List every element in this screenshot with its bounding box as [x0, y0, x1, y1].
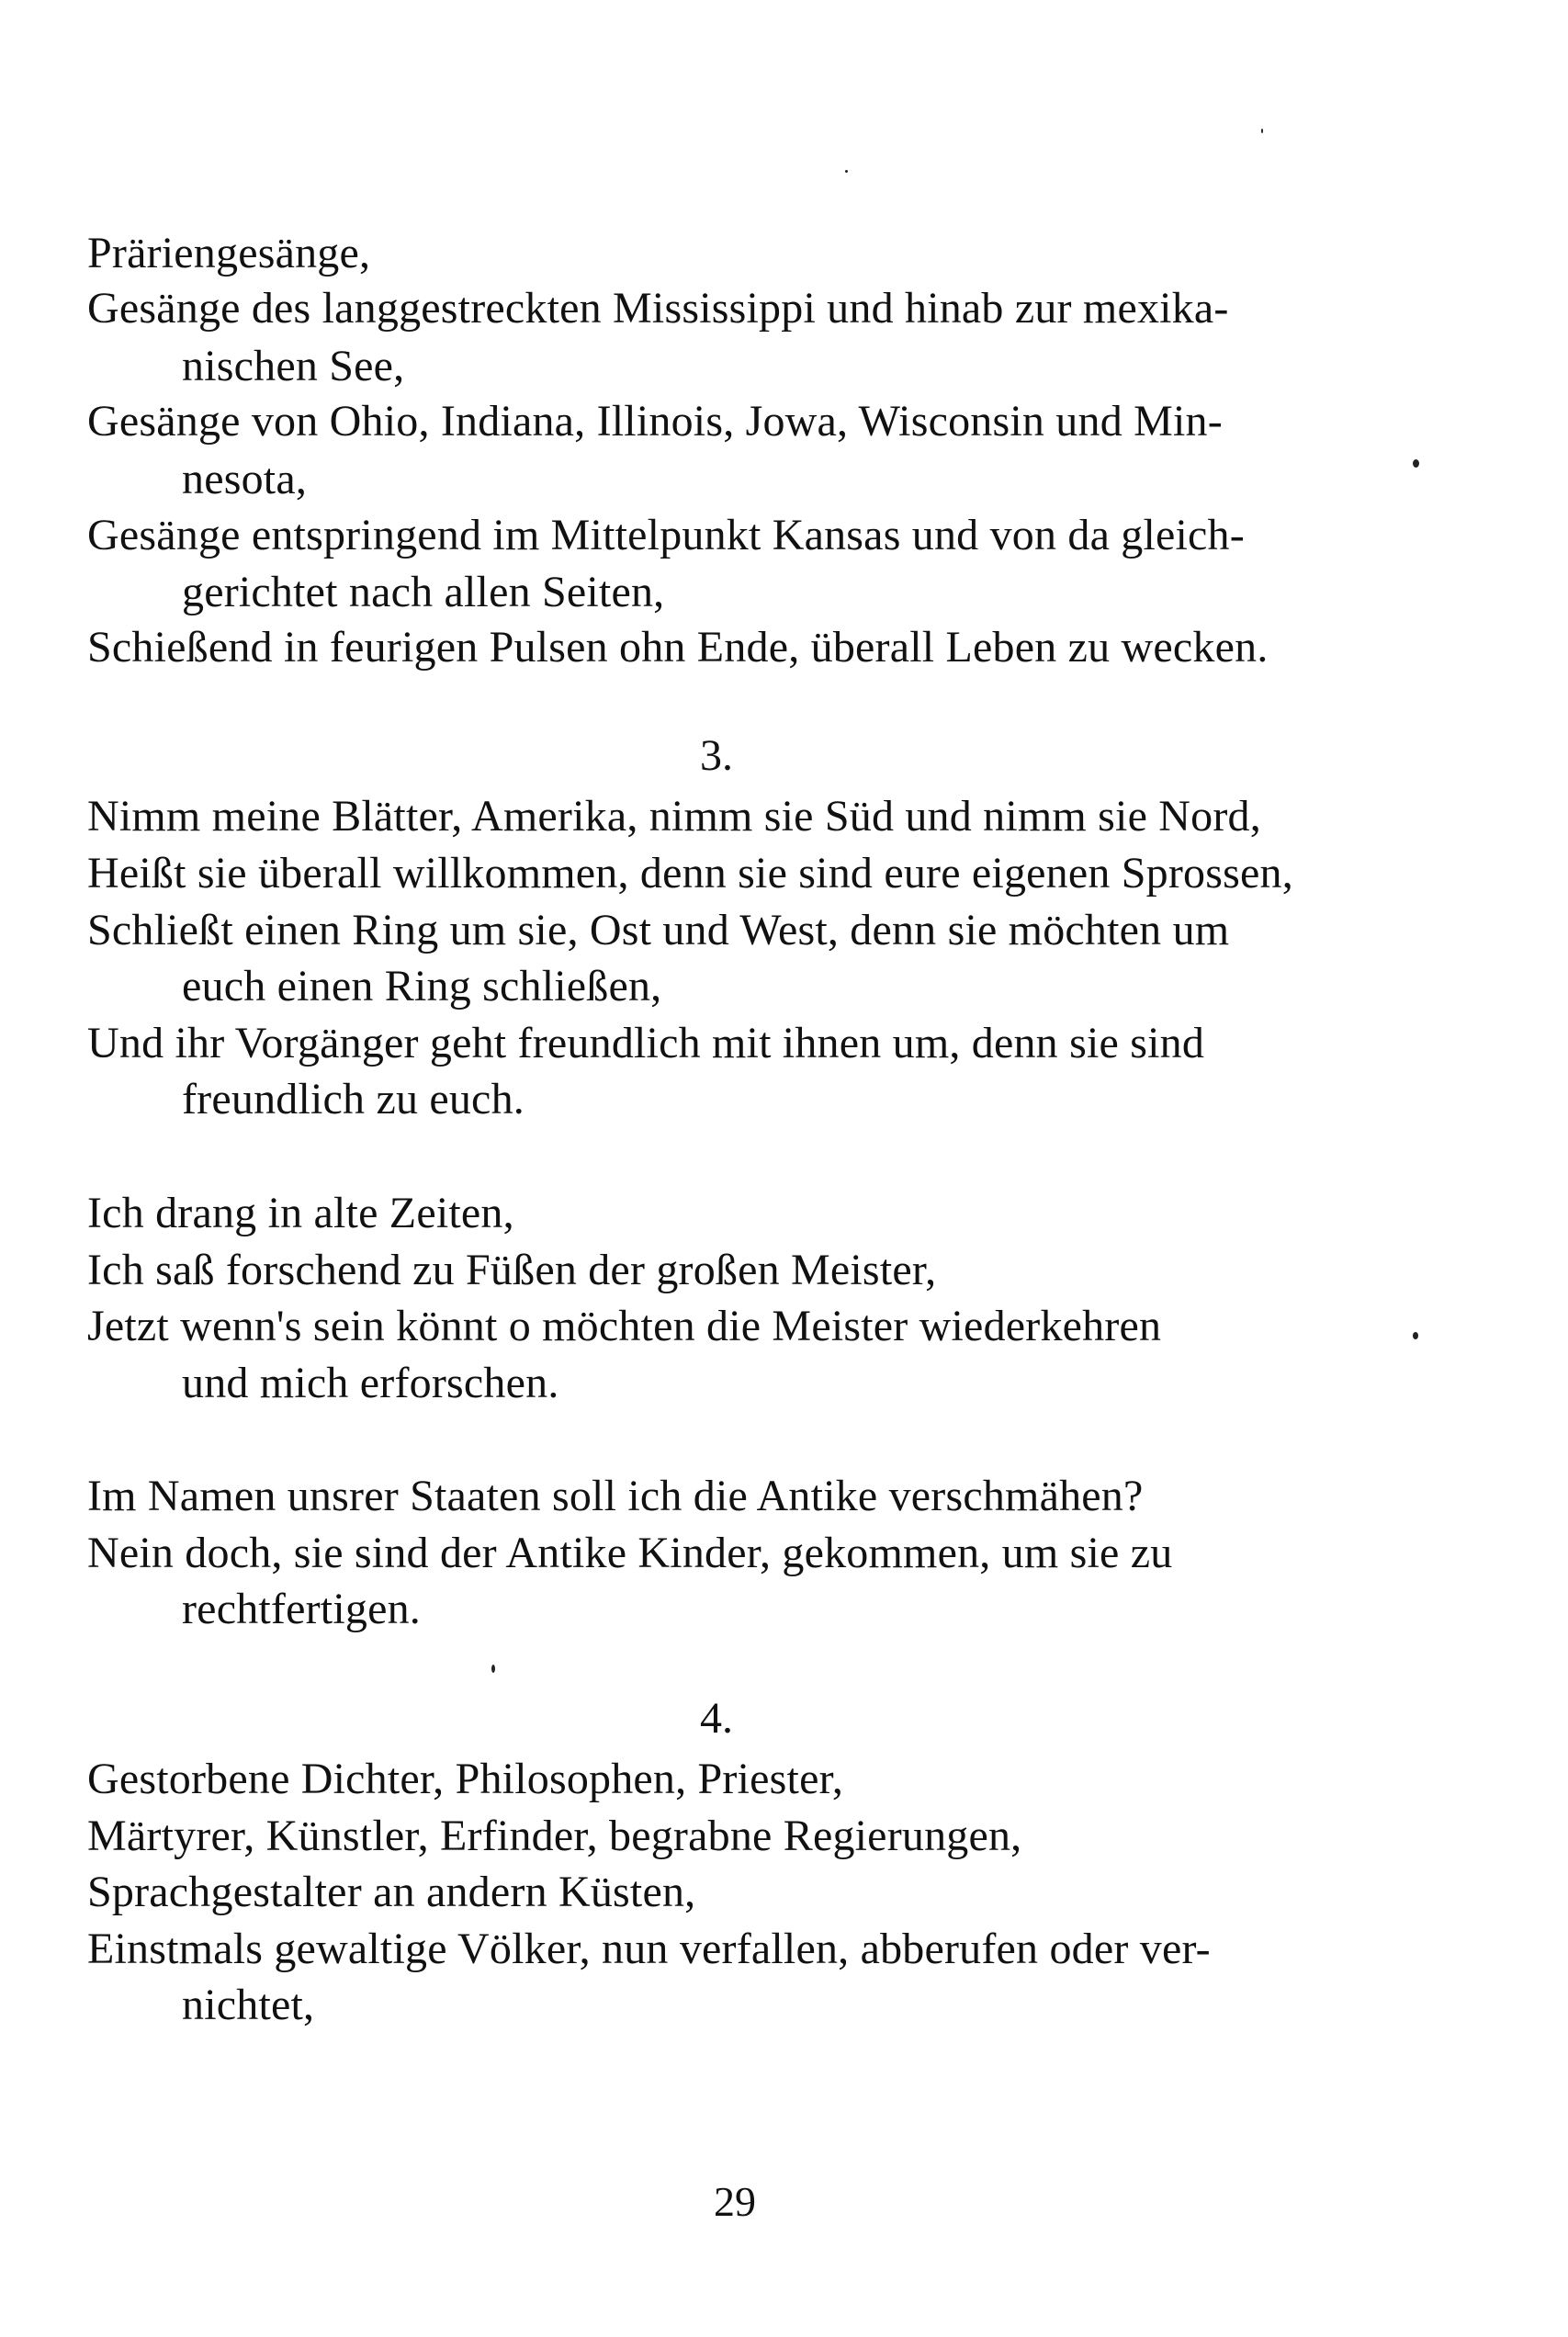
poem-line: Nimm meine Blätter, Amerika, nimm sie Süd und nimm sie Nord,	[87, 792, 1261, 841]
section-number: 4.	[700, 1694, 733, 1743]
poem-line: Gestorbene Dichter, Philosophen, Priester,	[87, 1755, 844, 1803]
poem-line: Gesänge von Ohio, Indiana, Illinois, Jowa, Wisconsin und Min-	[87, 397, 1223, 446]
section-number: 3.	[700, 731, 733, 780]
scan-speck	[1413, 459, 1419, 468]
poem-line: Nein doch, sie sind der Antike Kinder, gekommen, um sie zu	[87, 1529, 1173, 1577]
poem-line: Ich drang in alte Zeiten,	[87, 1189, 514, 1237]
poem-line-continuation: rechtfertigen.	[182, 1585, 421, 1633]
poem-line-continuation: nichtet,	[182, 1981, 315, 2029]
poem-line: Präriengesänge,	[87, 229, 371, 277]
poem-line-continuation: und mich erforschen.	[182, 1359, 559, 1407]
poem-line: Im Namen unsrer Staaten soll ich die Antike verschmähen?	[87, 1472, 1144, 1520]
poem-line-continuation: nischen See,	[182, 342, 405, 390]
poem-line-continuation: gerichtet nach allen Seiten,	[182, 568, 665, 616]
poem-line: Jetzt wenn's sein könnt o möchten die Meister wiederkehren	[87, 1302, 1162, 1350]
scan-speck	[491, 1665, 495, 1673]
poem-line: Sprachgestalter an andern Küsten,	[87, 1868, 696, 1916]
poem-line-continuation: freundlich zu euch.	[182, 1075, 525, 1123]
poem-line: Einstmals gewaltige Völker, nun verfallen, abberufen oder ver-	[87, 1925, 1211, 1973]
scan-speck	[1261, 129, 1263, 133]
scan-speck	[845, 170, 848, 173]
poem-line: Heißt sie überall willkommen, denn sie sind eure eigenen Sprossen,	[87, 849, 1293, 898]
poem-line: Ich saß forschend zu Füßen der großen Meister,	[87, 1246, 937, 1294]
poem-line-continuation: nesota,	[182, 455, 308, 503]
poem-line: Gesänge des langgestreckten Mississippi und hinab zur mexika-	[87, 284, 1229, 333]
poem-line-continuation: euch einen Ring schließen,	[182, 962, 662, 1010]
scan-speck	[1413, 1332, 1418, 1339]
poem-line: Und ihr Vorgänger geht freundlich mit ihnen um, denn sie sind	[87, 1019, 1205, 1067]
poem-line: Märtyrer, Künstler, Erfinder, begrabne Regierungen,	[87, 1812, 1022, 1860]
poem-line: Schließt einen Ring um sie, Ost und West, denn sie möchten um	[87, 906, 1230, 954]
page-number: 29	[714, 2178, 756, 2225]
poem-line: Schießend in feurigen Pulsen ohn Ende, überall Leben zu wecken.	[87, 623, 1269, 672]
poem-line: Gesänge entspringend im Mittelpunkt Kansas und von da gleich-	[87, 511, 1245, 559]
